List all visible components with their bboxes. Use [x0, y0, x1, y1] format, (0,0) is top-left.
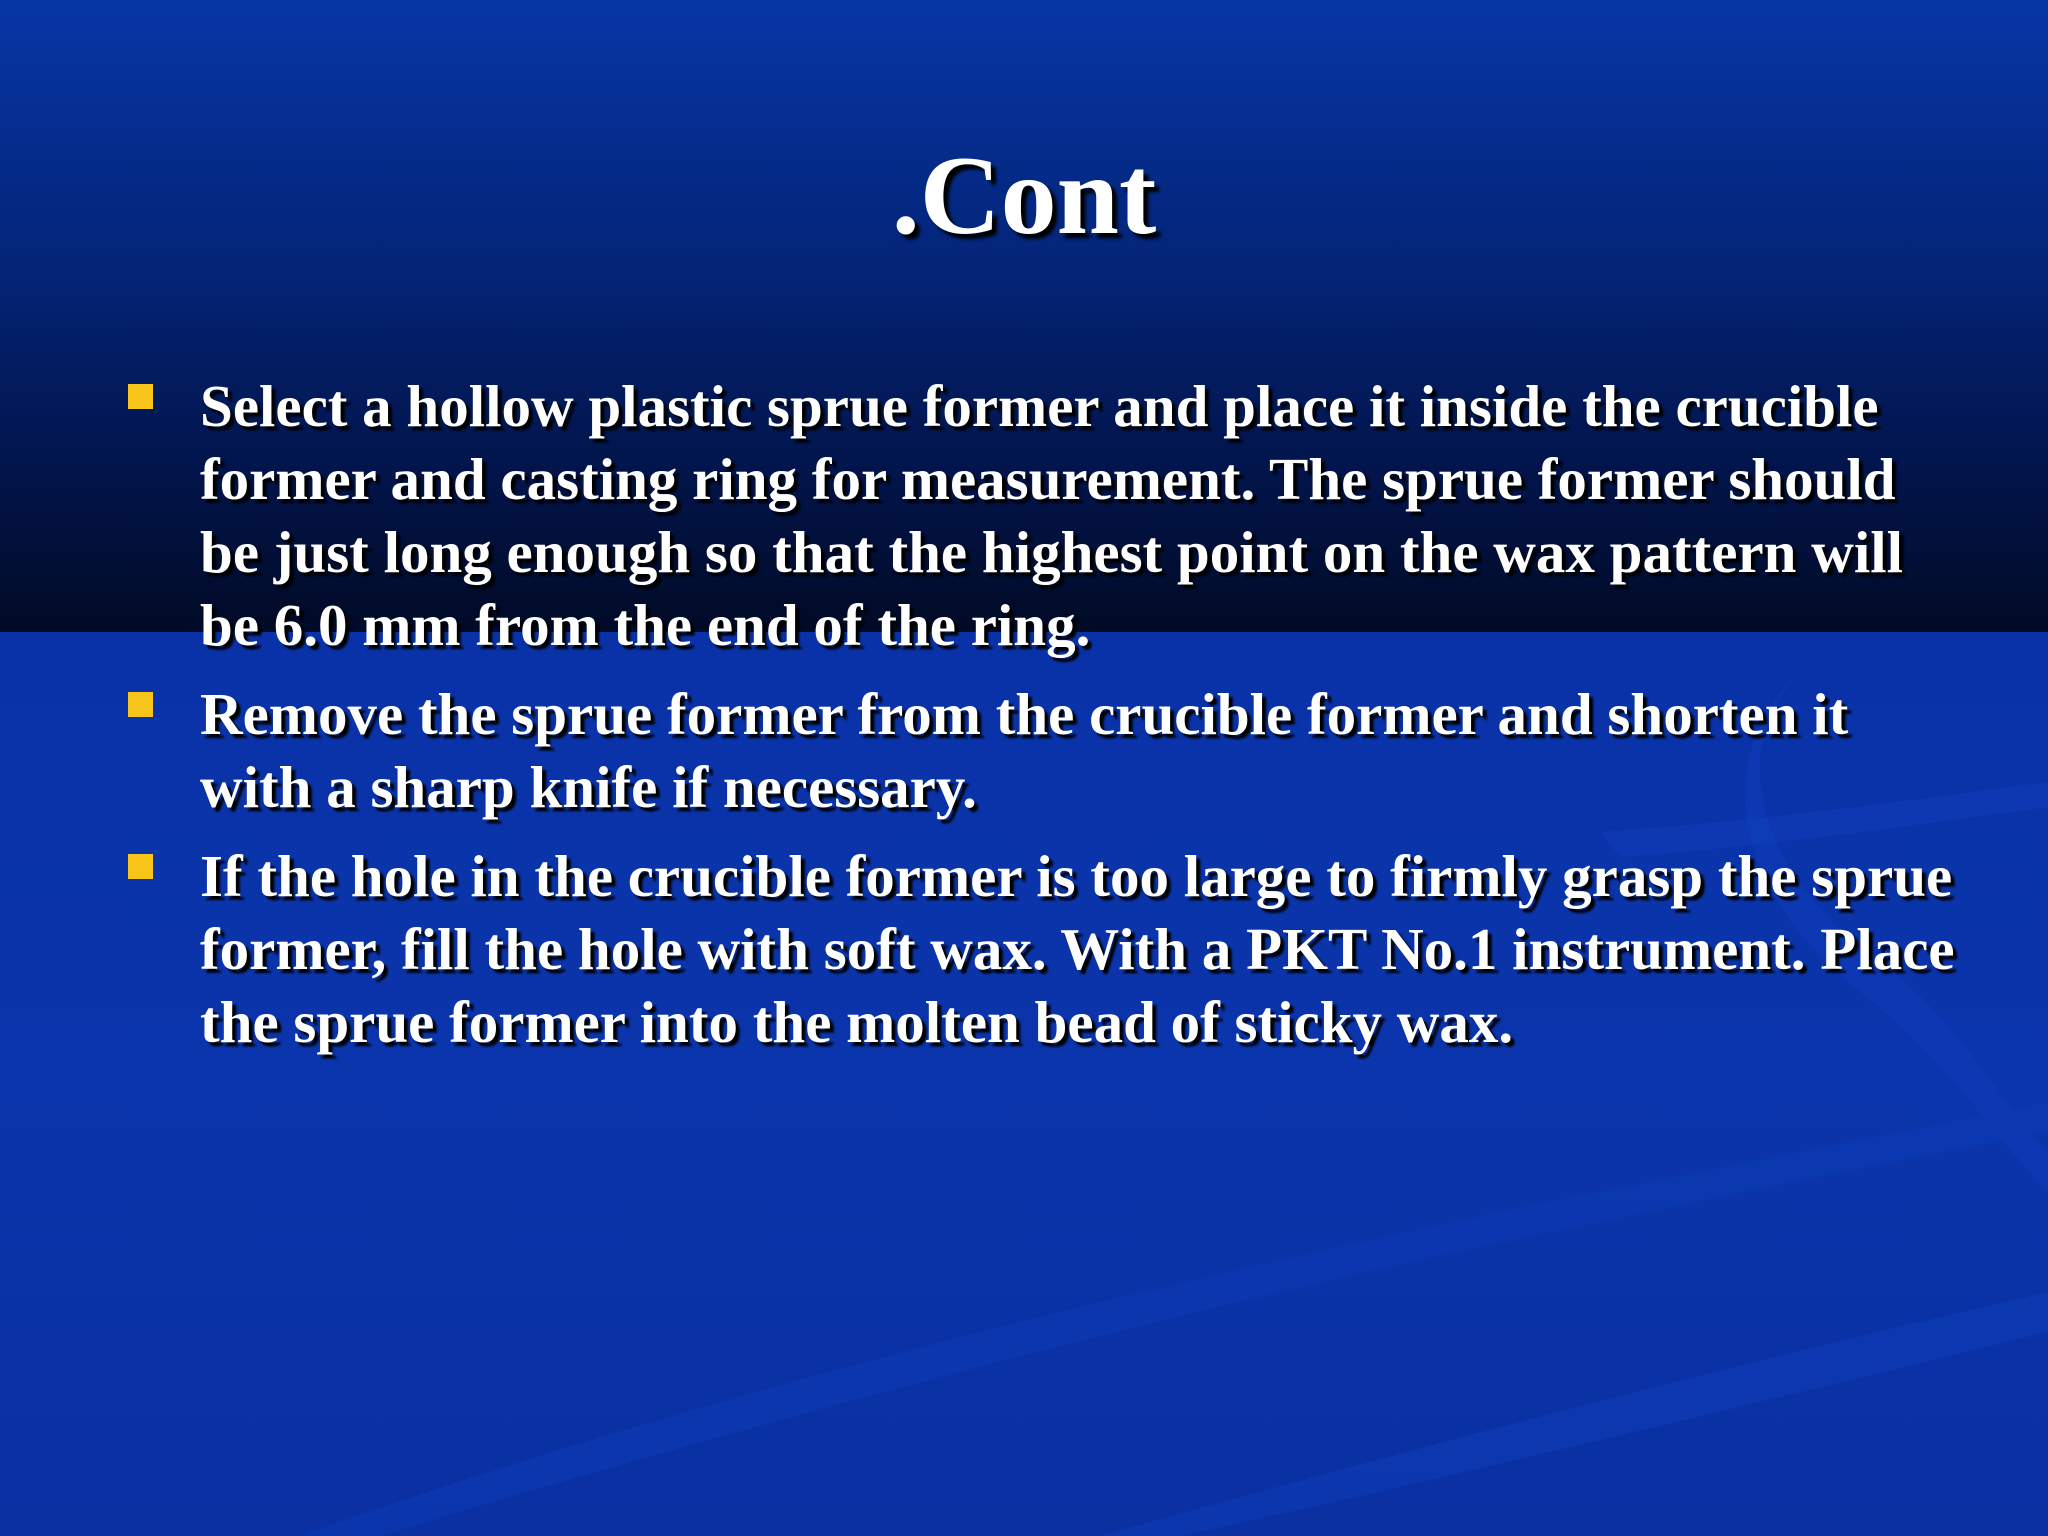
- bullet-text: If the hole in the crucible former is too large to firmly grasp the sprue former, fill the hole with soft wax. With a PKT No.1 instrument. Place the sprue former into the molten bead of sticky wax.: [200, 843, 1955, 1055]
- bullet-item: [0, 840, 2048, 1059]
- bullet-list: [0, 370, 2048, 1075]
- bullet-item: [0, 370, 2048, 662]
- square-bullet-icon: [128, 854, 153, 879]
- square-bullet-icon: [128, 384, 153, 409]
- bullet-text: Remove the sprue former from the crucible former and shorten it with a sharp knife if necessary.: [200, 681, 1849, 820]
- slide-title: .Cont: [891, 134, 1157, 258]
- square-bullet-icon: [128, 692, 153, 717]
- bullet-item: [0, 678, 2048, 824]
- bullet-text: Select a hollow plastic sprue former and place it inside the crucible former and casting ring for measurement. The sprue former should be just long enough so that the highest point on the wax pattern will be 6.0 mm from the end of the ring.: [200, 373, 1903, 658]
